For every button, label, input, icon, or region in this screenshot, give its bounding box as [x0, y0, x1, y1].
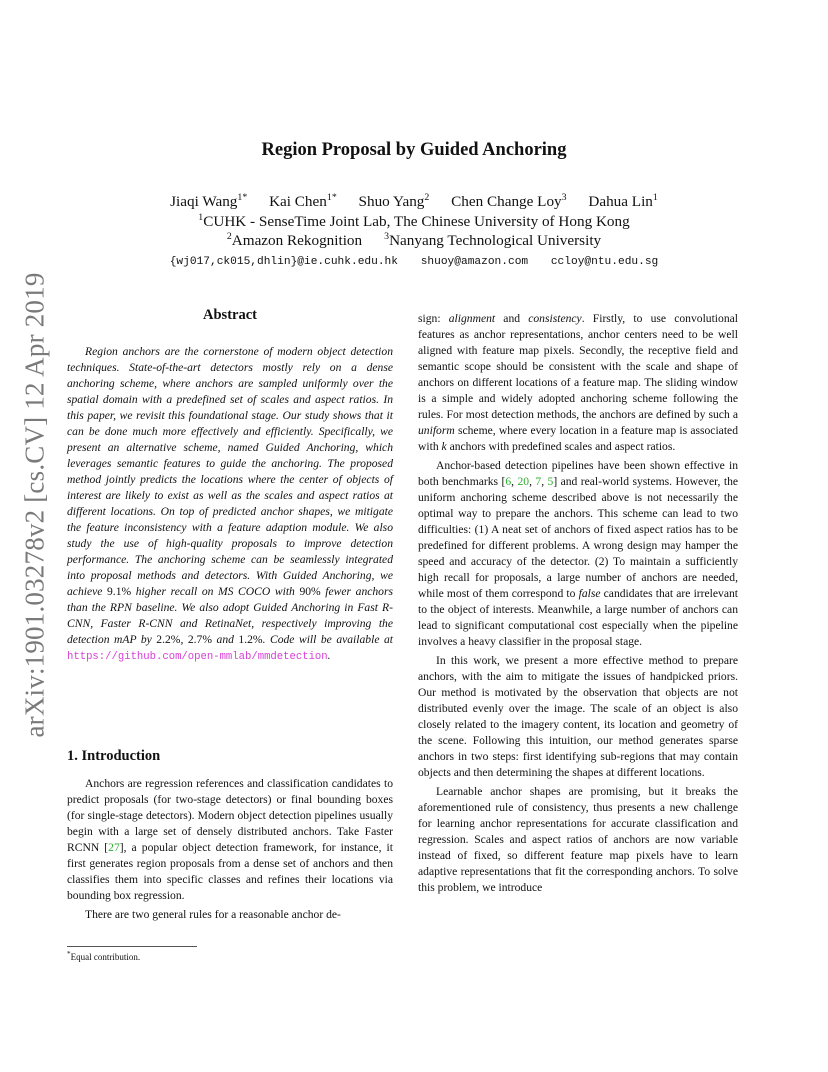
author — [588, 193, 657, 210]
author-name: Dahua Lin — [588, 193, 653, 210]
emphasis: consistency — [528, 312, 582, 325]
paper-title: Region Proposal by Guided Anchoring — [261, 140, 567, 160]
intro-text: There are two general rules for a reasonable anchor de- — [85, 908, 341, 921]
citation-link[interactable]: 6 — [505, 475, 512, 488]
author-mark: 1* — [237, 191, 248, 203]
author — [170, 193, 247, 210]
author — [269, 193, 337, 210]
introduction-body — [67, 776, 393, 926]
abstract-text: Region anchors are the cornerstone of modern object detection techniques. State-of-the-art detectors mostly rely on a dense anchoring scheme, where anchors are sampled uniformly over the spatial domain with a predefined set of scales and aspect ratios. In this paper, we revisit this foundational stage. Our study shows that it can be done much more effectively and efficiently. Specifically, we present an alternative scheme, named Guided Anchoring, which leverages semantic features to guide the anchoring. The proposed method jointly predicts the locations where the center of objects of interest are likely to exist as well as the scales and aspect ratios at different locations. On top of predicted anchor shapes, we mitigate the feature inconsistency with a feature adaption module. We also study the use of high-quality proposals to improve detection performance. The anchoring scheme can be seamlessly integrated into proposal methods and detectors. With Guided Anchoring, we achieve — [67, 345, 393, 598]
body-text: , — [529, 475, 536, 488]
body-text: scheme, where every location in a feature map is associated with — [418, 424, 738, 453]
citation-link[interactable]: 7 — [535, 475, 542, 488]
body-text: anchors with predefined scales and aspect ratios. — [446, 440, 676, 453]
email: ccloy@ntu.edu.sg — [550, 256, 659, 268]
map-gain-retinanet: 1.2% — [238, 633, 263, 646]
affiliation-line-1 — [0, 213, 828, 231]
citation-link[interactable]: 5 — [547, 475, 554, 488]
citation-link[interactable]: 27 — [108, 841, 120, 854]
body-text: Learnable anchor shapes are promising, but it breaks the aforementioned rule of consistency, thus presents a new challenge for learning anchor representations for accurate classification and regression. Scales and aspect ratios of anchors are now variable instead of fixed, so different feature map pixels have to learn adaptive representations that fit the corresponding anchors. To solve this problem, we introduce — [418, 785, 738, 894]
intro-paragraph — [67, 907, 393, 923]
abstract-text: and — [212, 633, 239, 646]
footnote-rule — [67, 946, 197, 947]
body-text: ] and real-world systems. However, the uniform anchoring scheme described above is not necessarily the optimal way to prepare the anchors. This scheme can lead to two difficulties: (1) A neat set of anchors of fixed aspect ratios has to be predefined for different problems. A wrong design may hamper the speed and accuracy of the detector. (2) To maintain a sufficiently high recall for proposals, a large number of anchors are needed, while most of them correspond to — [418, 475, 739, 600]
affiliation-mark: 3 — [384, 230, 390, 242]
affiliation-text: CUHK - SenseTime Joint Lab, The Chinese University of Hong Kong — [203, 213, 630, 230]
arxiv-sidebar — [18, 265, 52, 745]
affiliation-line-2 — [0, 232, 828, 250]
body-text: . Firstly, to use convolutional features as anchor representations, anchor centers need to be well aligned with feature map pixels. Secondly, the receptive field and semantic scope should be consistent with the scale and shape of anchors on different locations of a feature map. The sliding window is a simple and widely adopted anchoring scheme following the rules. For most detection methods, the anchors are defined by such a — [418, 312, 738, 421]
affiliation-mark: 1 — [198, 211, 204, 223]
abstract-text: higher recall on MS COCO with — [131, 585, 300, 598]
email-list — [0, 256, 828, 268]
body-paragraph — [418, 311, 738, 455]
email: {wj017,ck015,dhlin}@ie.cuhk.edu.hk — [169, 256, 398, 268]
abstract-text: . Code will be available at — [262, 633, 393, 646]
body-text: candidates that are irrelevant to the object of interests. Meanwhile, a large number of anchors can lead to significant computational cost especially when the pipeline involves a heavy classifier in the proposal stage. — [418, 587, 738, 648]
citation-link[interactable]: 20 — [517, 475, 530, 488]
abstract-body — [67, 344, 393, 665]
map-gain-fast-rcnn: 2.2% — [156, 633, 181, 646]
abstract-text: . — [327, 649, 331, 662]
emphasis: false — [578, 587, 601, 600]
author-name: Shuo Yang — [358, 193, 425, 210]
body-paragraph — [418, 458, 738, 650]
math-variable: k — [441, 440, 447, 453]
author-name: Chen Change Loy — [451, 193, 562, 210]
body-text: sign: — [418, 312, 449, 325]
intro-text: Anchors are regression references and classification candidates to predict proposals (for two-stage detectors) or final bounding boxes (for single-stage detectors). Modern object detection pipelines usually begin with a large set of densely distributed anchors. Take Faster RCNN [ — [67, 777, 393, 854]
recall-gain: 9.1% — [107, 585, 132, 598]
footnote — [67, 952, 140, 962]
author-mark: 3 — [561, 191, 567, 203]
body-text: In this work, we present a more effective method to prepare anchors, with the aim to mitigate the issues of handpicked priors. Our method is motivated by the observation that objects are not distributed evenly over the image. The scale of an object is also closely related to the imagery content, its location and geometry of the scene. Following this intuition, our method generates sparse anchors in two steps: first identifying sub-regions that may contain objects and then determining the shapes at different locations. — [418, 654, 738, 779]
author-mark: 1* — [326, 191, 337, 203]
abstract-heading: Abstract — [203, 307, 257, 323]
abstract-text: , — [180, 633, 188, 646]
email: shuoy@amazon.com — [420, 256, 529, 268]
body-paragraph — [418, 784, 738, 896]
abstract-text: fewer anchors than the RPN baseline. We also adopt Guided Anchoring in Fast R-CNN, Faster R-CNN and RetinaNet, respectively improving the detection mAP by — [67, 585, 394, 646]
body-text: , — [511, 475, 518, 488]
code-link[interactable]: https://github.com/open-mmlab/mmdetection — [67, 651, 328, 663]
arxiv-identifier: arXiv:1901.03278v2 [cs.CV] 12 Apr 2019 — [19, 272, 50, 738]
body-text: , — [541, 475, 548, 488]
intro-paragraph — [67, 776, 393, 904]
affiliation-text: Amazon Rekognition — [231, 232, 363, 249]
author-name: Kai Chen — [269, 193, 327, 210]
body-text: Anchor-based detection pipelines have been shown effective in both benchmarks [ — [418, 459, 738, 488]
intro-text: ], a popular object detection framework, for instance, it first generates region proposals from a dense set of anchors and then classifies them into specific classes and refines their locations via bounding box regression. — [67, 841, 393, 902]
anchor-reduction: 90% — [299, 585, 321, 598]
author-name: Jiaqi Wang — [170, 193, 238, 210]
author-mark: 1 — [652, 191, 658, 203]
emphasis: uniform — [418, 424, 455, 437]
abstract-paragraph — [67, 344, 393, 665]
affiliation-text: Nanyang Technological University — [389, 232, 602, 249]
section-heading-introduction: 1. Introduction — [67, 748, 161, 764]
map-gain-faster-rcnn: 2.7% — [187, 633, 213, 646]
footnote-mark: * — [67, 950, 71, 958]
right-column-body — [418, 311, 738, 899]
affiliation-mark: 2 — [226, 230, 232, 242]
author — [359, 193, 430, 210]
body-text: and — [495, 312, 529, 325]
footnote-text: Equal contribution. — [70, 952, 141, 962]
author — [451, 193, 566, 210]
author-list — [0, 193, 828, 211]
author-mark: 2 — [424, 191, 430, 203]
body-paragraph — [418, 653, 738, 781]
emphasis: alignment — [448, 312, 496, 325]
